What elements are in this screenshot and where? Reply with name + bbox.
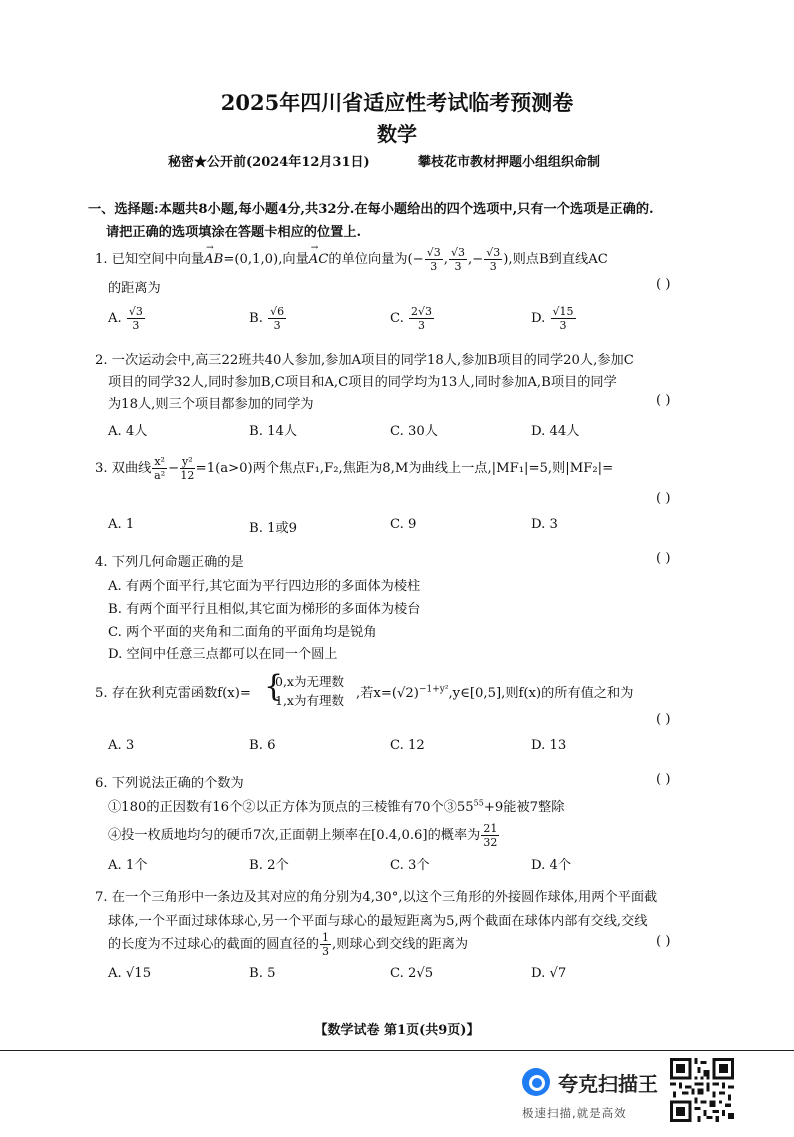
q6-text-a: ①180的正因数有16个②以正方体为顶点的三棱锥有70个③55 (108, 800, 474, 815)
q5-brace: { (264, 669, 284, 704)
q7-option-c[interactable]: C. 2√5 (390, 966, 434, 981)
q5-case-2: 1,x为有理数 (275, 693, 344, 708)
q6-option-d[interactable]: D. 4个 (531, 858, 572, 873)
q5-option-c[interactable]: C. 12 (390, 738, 425, 753)
q1-option-d-label: D. (531, 311, 546, 326)
q1-text-a: 1. 已知空间中向量 (95, 252, 205, 267)
q7-frac (320, 932, 331, 957)
q1-option-c-frac (409, 306, 434, 331)
q6-option-b[interactable]: B. 2个 (249, 858, 289, 873)
q3-frac-y-num: y² (182, 455, 193, 468)
unit-frac-3 (484, 247, 502, 272)
brand-slogan: 极速扫描,就是高效 (522, 1106, 627, 1120)
q5-stem-b (356, 682, 633, 701)
q3-frac-x-den: a² (154, 469, 166, 482)
brand-name: 夸克扫描王 (558, 1072, 658, 1096)
q5-case-1: 0,x为无理数 (275, 674, 344, 689)
q3-option-b[interactable]: B. 1或9 (249, 521, 298, 536)
vector-ab: → AB (204, 252, 223, 267)
unit-frac-1-den: 3 (430, 260, 438, 273)
q7-stem-line-1: 7. 在一个三角形中一条边及其对应的角分别为4,30°,以这个三角形的外接圆作球体,用两个平面截 (95, 890, 658, 905)
q1-stem-2: 的距离为 (108, 281, 161, 296)
q6-option-c[interactable]: C. 3个 (390, 858, 430, 873)
q5-option-b[interactable]: B. 6 (249, 738, 276, 753)
q2-stem-line-1: 2. 一次运动会中,高三22班共40人参加,参加A项目的同学18人,参加B项目的同学20人,参加C (95, 353, 634, 368)
unit-comma-2: ,− (467, 252, 484, 267)
q6-option-a[interactable]: A. 1个 (108, 858, 148, 873)
q1-option-c-den: 3 (418, 319, 426, 332)
unit-frac-1-num: √3 (426, 246, 441, 259)
q6-frac-num: 21 (483, 822, 498, 835)
q5-text-b: ,若x=(√2) (356, 686, 419, 701)
q1-option-b-den: 3 (273, 319, 281, 332)
quark-logo-icon (522, 1068, 550, 1096)
q1-option-a-num: √3 (128, 305, 143, 318)
q1-option-d-den: 3 (559, 319, 567, 332)
q1-option-b-frac (268, 306, 286, 331)
q5-answer-paren[interactable]: ( ) (656, 712, 671, 727)
q3-text-a: 3. 双曲线 (95, 461, 152, 476)
q4-option-a[interactable]: A. 有两个面平行,其它面为平行四边形的多面体为棱柱 (108, 579, 421, 594)
q5-exponent: −1+y² (418, 684, 449, 695)
q2-option-b[interactable]: B. 14人 (249, 424, 298, 439)
q2-stem-line-2: 项目的同学32人,同时参加B,C项目和A,C项目的同学均为13人,同时参加A,B项目的同学 (108, 375, 617, 390)
unit-frac-3-num: √3 (486, 246, 501, 259)
unit-open: (− (407, 252, 424, 267)
q6-answer-paren[interactable]: ( ) (656, 772, 671, 787)
q1-option-c-num: 2√3 (411, 305, 433, 318)
page-footer: 【数学试卷 第1页(共9页)】 (314, 1023, 480, 1038)
exam-title: 2025年四川省适应性考试临考预测卷 (220, 90, 574, 115)
q3-frac-y (180, 456, 195, 481)
q7-text-a: 的长度为不过球心的截面的圆直径的 (108, 937, 319, 952)
q7-answer-paren[interactable]: ( ) (656, 934, 671, 949)
q1-option-b-num: √6 (270, 305, 285, 318)
q1-option-c[interactable] (390, 306, 435, 331)
q7-stem-line-3 (108, 932, 468, 957)
q7-option-a[interactable]: A. √15 (108, 966, 152, 981)
q7-stem-line-2: 球体,一个平面过球体球心,另一个平面与球心的最短距离为5,两个截面在球体内部有交线,交线 (108, 914, 648, 929)
section-instruction-2: 请把正确的选项填涂在答题卡相应的位置上. (106, 225, 362, 240)
q7-frac-num: 1 (322, 931, 329, 944)
q3-text-b: =1(a>0)两个焦点F₁,F₂,焦距为8,M为曲线上一点,|MF₁|=5,则|MF₂|= (195, 461, 614, 476)
q1-text-d: ,则点B到直线AC (508, 252, 608, 267)
unit-frac-3-den: 3 (489, 260, 497, 273)
q4-option-d[interactable]: D. 空间中任意三点都可以在同一个圆上 (108, 647, 338, 662)
unit-frac-2 (449, 247, 467, 272)
q1-option-c-label: C. (390, 311, 404, 326)
qr-code-icon (670, 1058, 734, 1122)
q1-stem (95, 247, 608, 272)
q7-option-d[interactable]: D. √7 (531, 966, 567, 981)
q7-frac-den: 3 (322, 945, 329, 958)
q5-stem-a: 5. 存在狄利克雷函数f(x)= (95, 686, 251, 701)
unit-comma-1: , (443, 252, 448, 267)
q1-option-a-label: A. (108, 311, 122, 326)
q3-option-a[interactable]: A. 1 (108, 517, 135, 532)
q7-option-b[interactable]: B. 5 (249, 966, 276, 981)
q6-statements-2 (108, 823, 500, 848)
q6-frac-den: 32 (483, 836, 498, 849)
q1-option-a-frac (127, 306, 145, 331)
q1-option-b[interactable] (249, 306, 287, 331)
q3-option-c[interactable]: C. 9 (390, 517, 417, 532)
q1-option-d-frac (551, 306, 576, 331)
q3-stem (95, 456, 613, 481)
q4-answer-paren[interactable]: ( ) (656, 551, 671, 566)
subject-title: 数学 (377, 122, 417, 146)
q4-option-b[interactable]: B. 有两个面平行且相似,其它面为梯形的多面体为棱台 (108, 602, 421, 617)
q3-answer-paren[interactable]: ( ) (656, 491, 671, 506)
q1-option-b-label: B. (249, 311, 263, 326)
q6-frac (481, 823, 499, 848)
vector-ac: → AC (309, 252, 329, 267)
q3-option-d[interactable]: D. 3 (531, 517, 558, 532)
q2-stem-line-3: 为18人,则三个项目都参加的同学为 (108, 397, 314, 412)
unit-frac-1 (425, 247, 443, 272)
q1-option-d-num: √15 (552, 305, 574, 318)
q4-stem: 4. 下列几何命题正确的是 (95, 555, 244, 570)
q1-text-b: =(0,1,0),向量 (223, 252, 309, 267)
unit-close: ) (503, 252, 509, 267)
q3-frac-y-den: 12 (180, 469, 195, 482)
q6-text-b: +9能被7整除 (483, 800, 565, 815)
section-instruction-1: 一、选择题:本题共8小题,每小题4分,共32分.在每小题给出的四个选项中,只有一个选项是正确的. (88, 202, 654, 217)
q3-frac-x (152, 456, 167, 481)
q7-text-b: ,则球心到交线的距离为 (332, 937, 469, 952)
q1-option-d[interactable] (531, 306, 577, 331)
q6-stem: 6. 下列说法正确的个数为 (95, 776, 244, 791)
q6-exponent: 55 (473, 798, 484, 808)
q3-minus: − (167, 461, 180, 476)
q1-option-a-den: 3 (132, 319, 140, 332)
footer-divider (0, 1050, 794, 1051)
q1-answer-paren[interactable]: ( ) (656, 277, 671, 292)
q3-frac-x-num: x² (154, 455, 165, 468)
q4-option-c[interactable]: C. 两个平面的夹角和二面角的平面角均是锐角 (108, 625, 377, 640)
q2-answer-paren[interactable]: ( ) (656, 393, 671, 408)
secret-label: 秘密★公开前(2024年12月31日) (168, 155, 370, 170)
q1-option-a[interactable] (108, 306, 146, 331)
q6-statements-1 (108, 796, 564, 815)
q5-option-d[interactable]: D. 13 (531, 738, 567, 753)
q2-option-a[interactable]: A. 4人 (108, 424, 148, 439)
q2-option-c[interactable]: C. 30人 (390, 424, 438, 439)
q5-text-c: ,y∈[0,5],则f(x)的所有值之和为 (448, 686, 634, 701)
q6-text-c: ④投一枚质地均匀的硬币7次,正面朝上频率在[0.4,0.6]的概率为 (108, 828, 481, 843)
q1-text-c: 的单位向量为 (328, 252, 408, 267)
unit-frac-2-num: √3 (450, 246, 465, 259)
unit-frac-2-den: 3 (454, 260, 462, 273)
q2-option-d[interactable]: D. 44人 (531, 424, 580, 439)
maker-label: 攀枝花市教材押题小组组织命制 (418, 155, 601, 170)
q5-option-a[interactable]: A. 3 (108, 738, 135, 753)
